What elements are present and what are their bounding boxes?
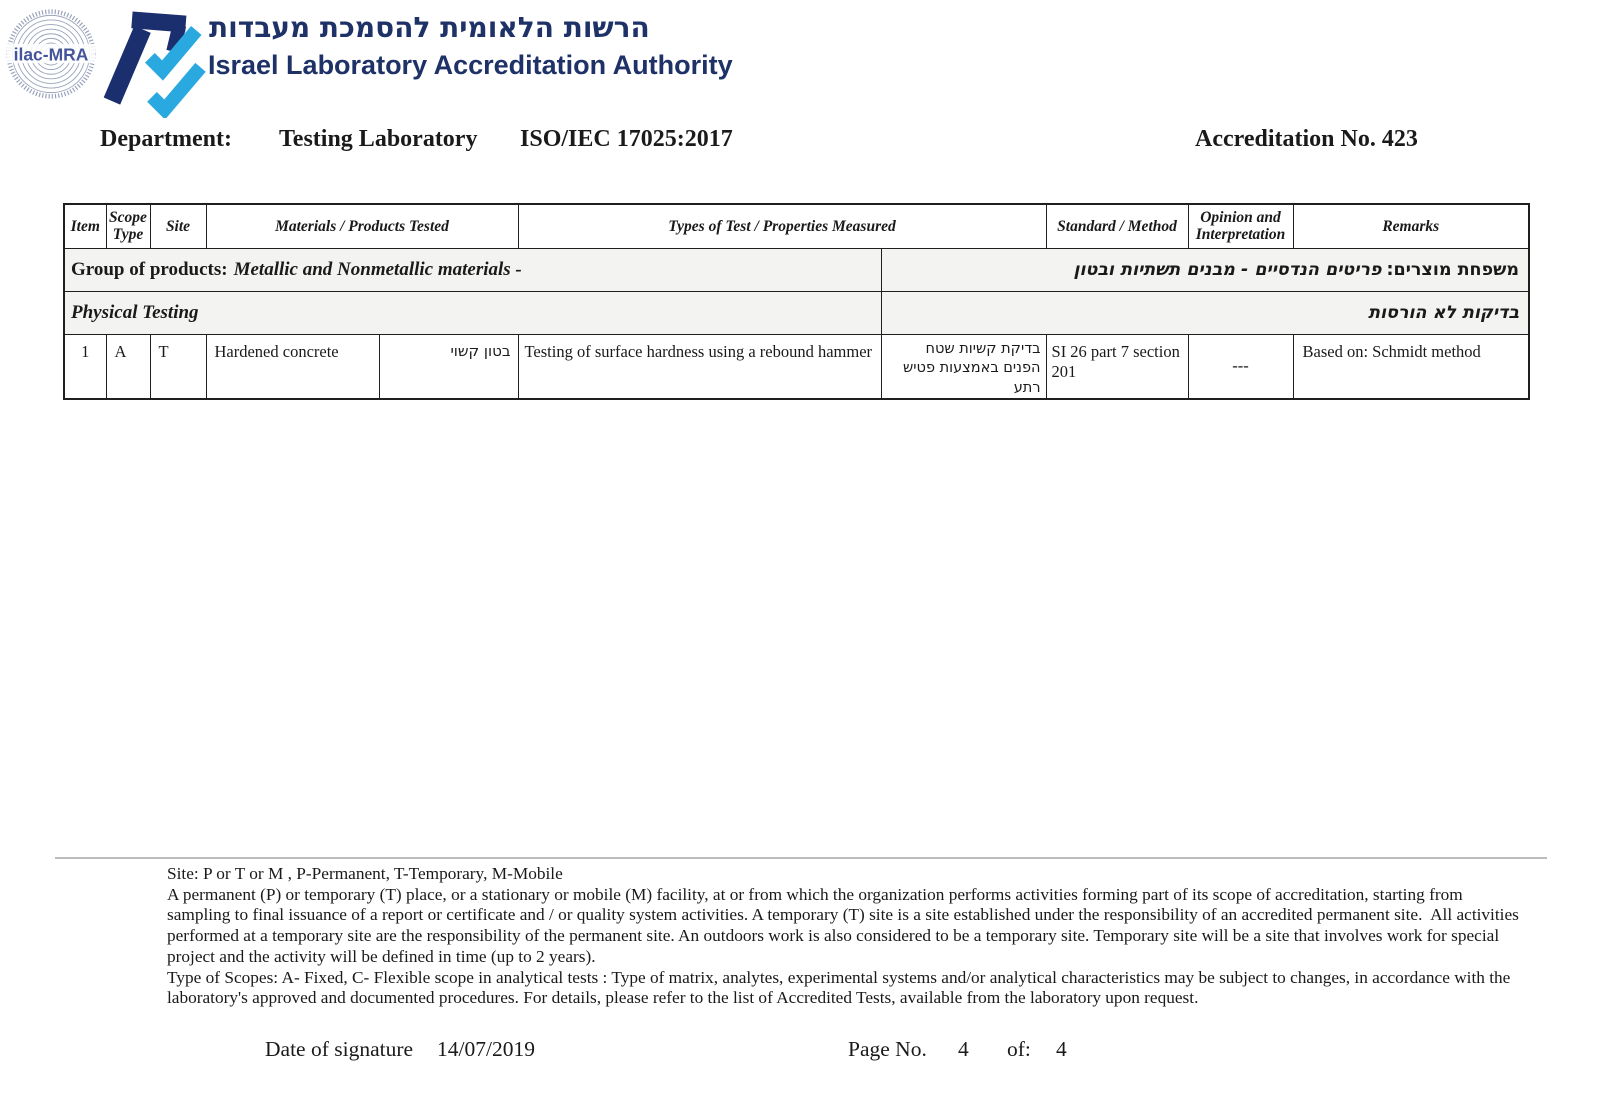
page-no-label: Page No.: [848, 1037, 927, 1061]
cell-item-number: 1: [64, 334, 106, 399]
footer-note-line: Site: P or T or M , P-Permanent, T-Temporary, M-Mobile: [167, 864, 563, 883]
cell-standard-method: SI 26 part 7 section 201: [1046, 334, 1188, 399]
col-header-materials: Materials / Products Tested: [206, 204, 518, 248]
footer-notes: [167, 864, 1519, 1009]
cell-test-he: בדיקת קשיות שטח הפנים באמצעות פטיש רתע: [881, 334, 1046, 399]
ilac-mra-seal-icon: [5, 7, 97, 101]
org-title-hebrew: הרשות הלאומית להסמכת מעבדות: [209, 11, 650, 44]
group-of-products-en: [64, 248, 881, 291]
section-title-he: בדיקות לא הורסות: [881, 291, 1529, 334]
footer-note-line: sampling to final issuance of a report or certificate and / or quality system activities. A temporary (T) site is a site established under the responsibility of an accredited permanent site. All activities: [167, 905, 1519, 925]
cell-test-en: Testing of surface hardness using a rebound hammer: [518, 334, 881, 399]
cell-site: T: [150, 334, 206, 399]
page-of-label: of:: [1007, 1037, 1031, 1061]
cell-material-he: בטון קשוי: [379, 334, 518, 399]
footer-note-line: A permanent (P) or temporary (T) place, or a stationary or mobile (M) facility, at or from which the organization performs activities forming part of its scope of accreditation, starting from: [167, 884, 1463, 904]
scope-table: [63, 203, 1530, 400]
accreditation-number: Accreditation No. 423: [1195, 126, 1418, 152]
footer-divider: [55, 857, 1547, 859]
footer-note-line: project and the activity will be defined in time (up to 2 years).: [167, 946, 596, 966]
seal-text: ilac-MRA: [13, 44, 89, 65]
group-of-products-row: [64, 248, 1529, 291]
section-title-en: Physical Testing: [64, 291, 881, 334]
cell-material-en: Hardened concrete: [206, 334, 379, 399]
department-value: Testing Laboratory: [279, 126, 478, 152]
footer-note-line: Type of Scopes: A- Fixed, C- Flexible scope in analytical tests : Type of matrix, analytes, experimental systems and/or analytical characteristics may be subject to changes, in accordance with the: [167, 967, 1511, 987]
col-header-standard: Standard / Method: [1046, 204, 1188, 248]
cell-remarks: Based on: Schmidt method: [1293, 334, 1529, 399]
page-current: 4: [958, 1037, 969, 1061]
group-value-en: Metallic and Nonmetallic materials -: [233, 258, 522, 280]
group-label-en: Group of products:: [71, 258, 228, 280]
col-header-item: Item: [64, 204, 106, 248]
date-of-signature-value: 14/07/2019: [437, 1037, 535, 1061]
page-total: 4: [1056, 1037, 1067, 1061]
date-of-signature-label: Date of signature: [265, 1037, 414, 1061]
cell-scope-type: A: [106, 334, 150, 399]
col-header-remarks: Remarks: [1293, 204, 1529, 248]
section-row: [64, 291, 1529, 334]
col-header-site: Site: [150, 204, 206, 248]
table-row: [64, 334, 1529, 399]
col-header-types: Types of Test / Properties Measured: [518, 204, 1046, 248]
table-header-row: [64, 204, 1529, 248]
col-header-scope-type: Scope Type: [106, 204, 150, 248]
footer-note-line: laboratory's approved and documented procedures. For details, please refer to the list of Accredited Tests, available from the laboratory upon request.: [167, 988, 1199, 1008]
authority-logo-icon: [94, 4, 210, 118]
footer-note-line: performed at a temporary site are the responsibility of the permanent site. An outdoors work is also considered to be a temporary site. Temporary site will be a site that involves work for special: [167, 926, 1500, 946]
department-label: Department:: [100, 126, 232, 152]
group-of-products-he: [881, 248, 1529, 291]
cell-opinion: ---: [1188, 334, 1293, 399]
group-value-he: פריטים הנדסיים - מבנים תשתיות ובטון: [1073, 259, 1382, 280]
iso-standard-ref: ISO/IEC 17025:2017: [520, 126, 733, 152]
col-header-opinion: Opinion and Interpretation: [1188, 204, 1293, 248]
group-label-he: משפחת מוצרים:: [1386, 259, 1520, 280]
org-title-english: Israel Laboratory Accreditation Authority: [208, 50, 733, 80]
